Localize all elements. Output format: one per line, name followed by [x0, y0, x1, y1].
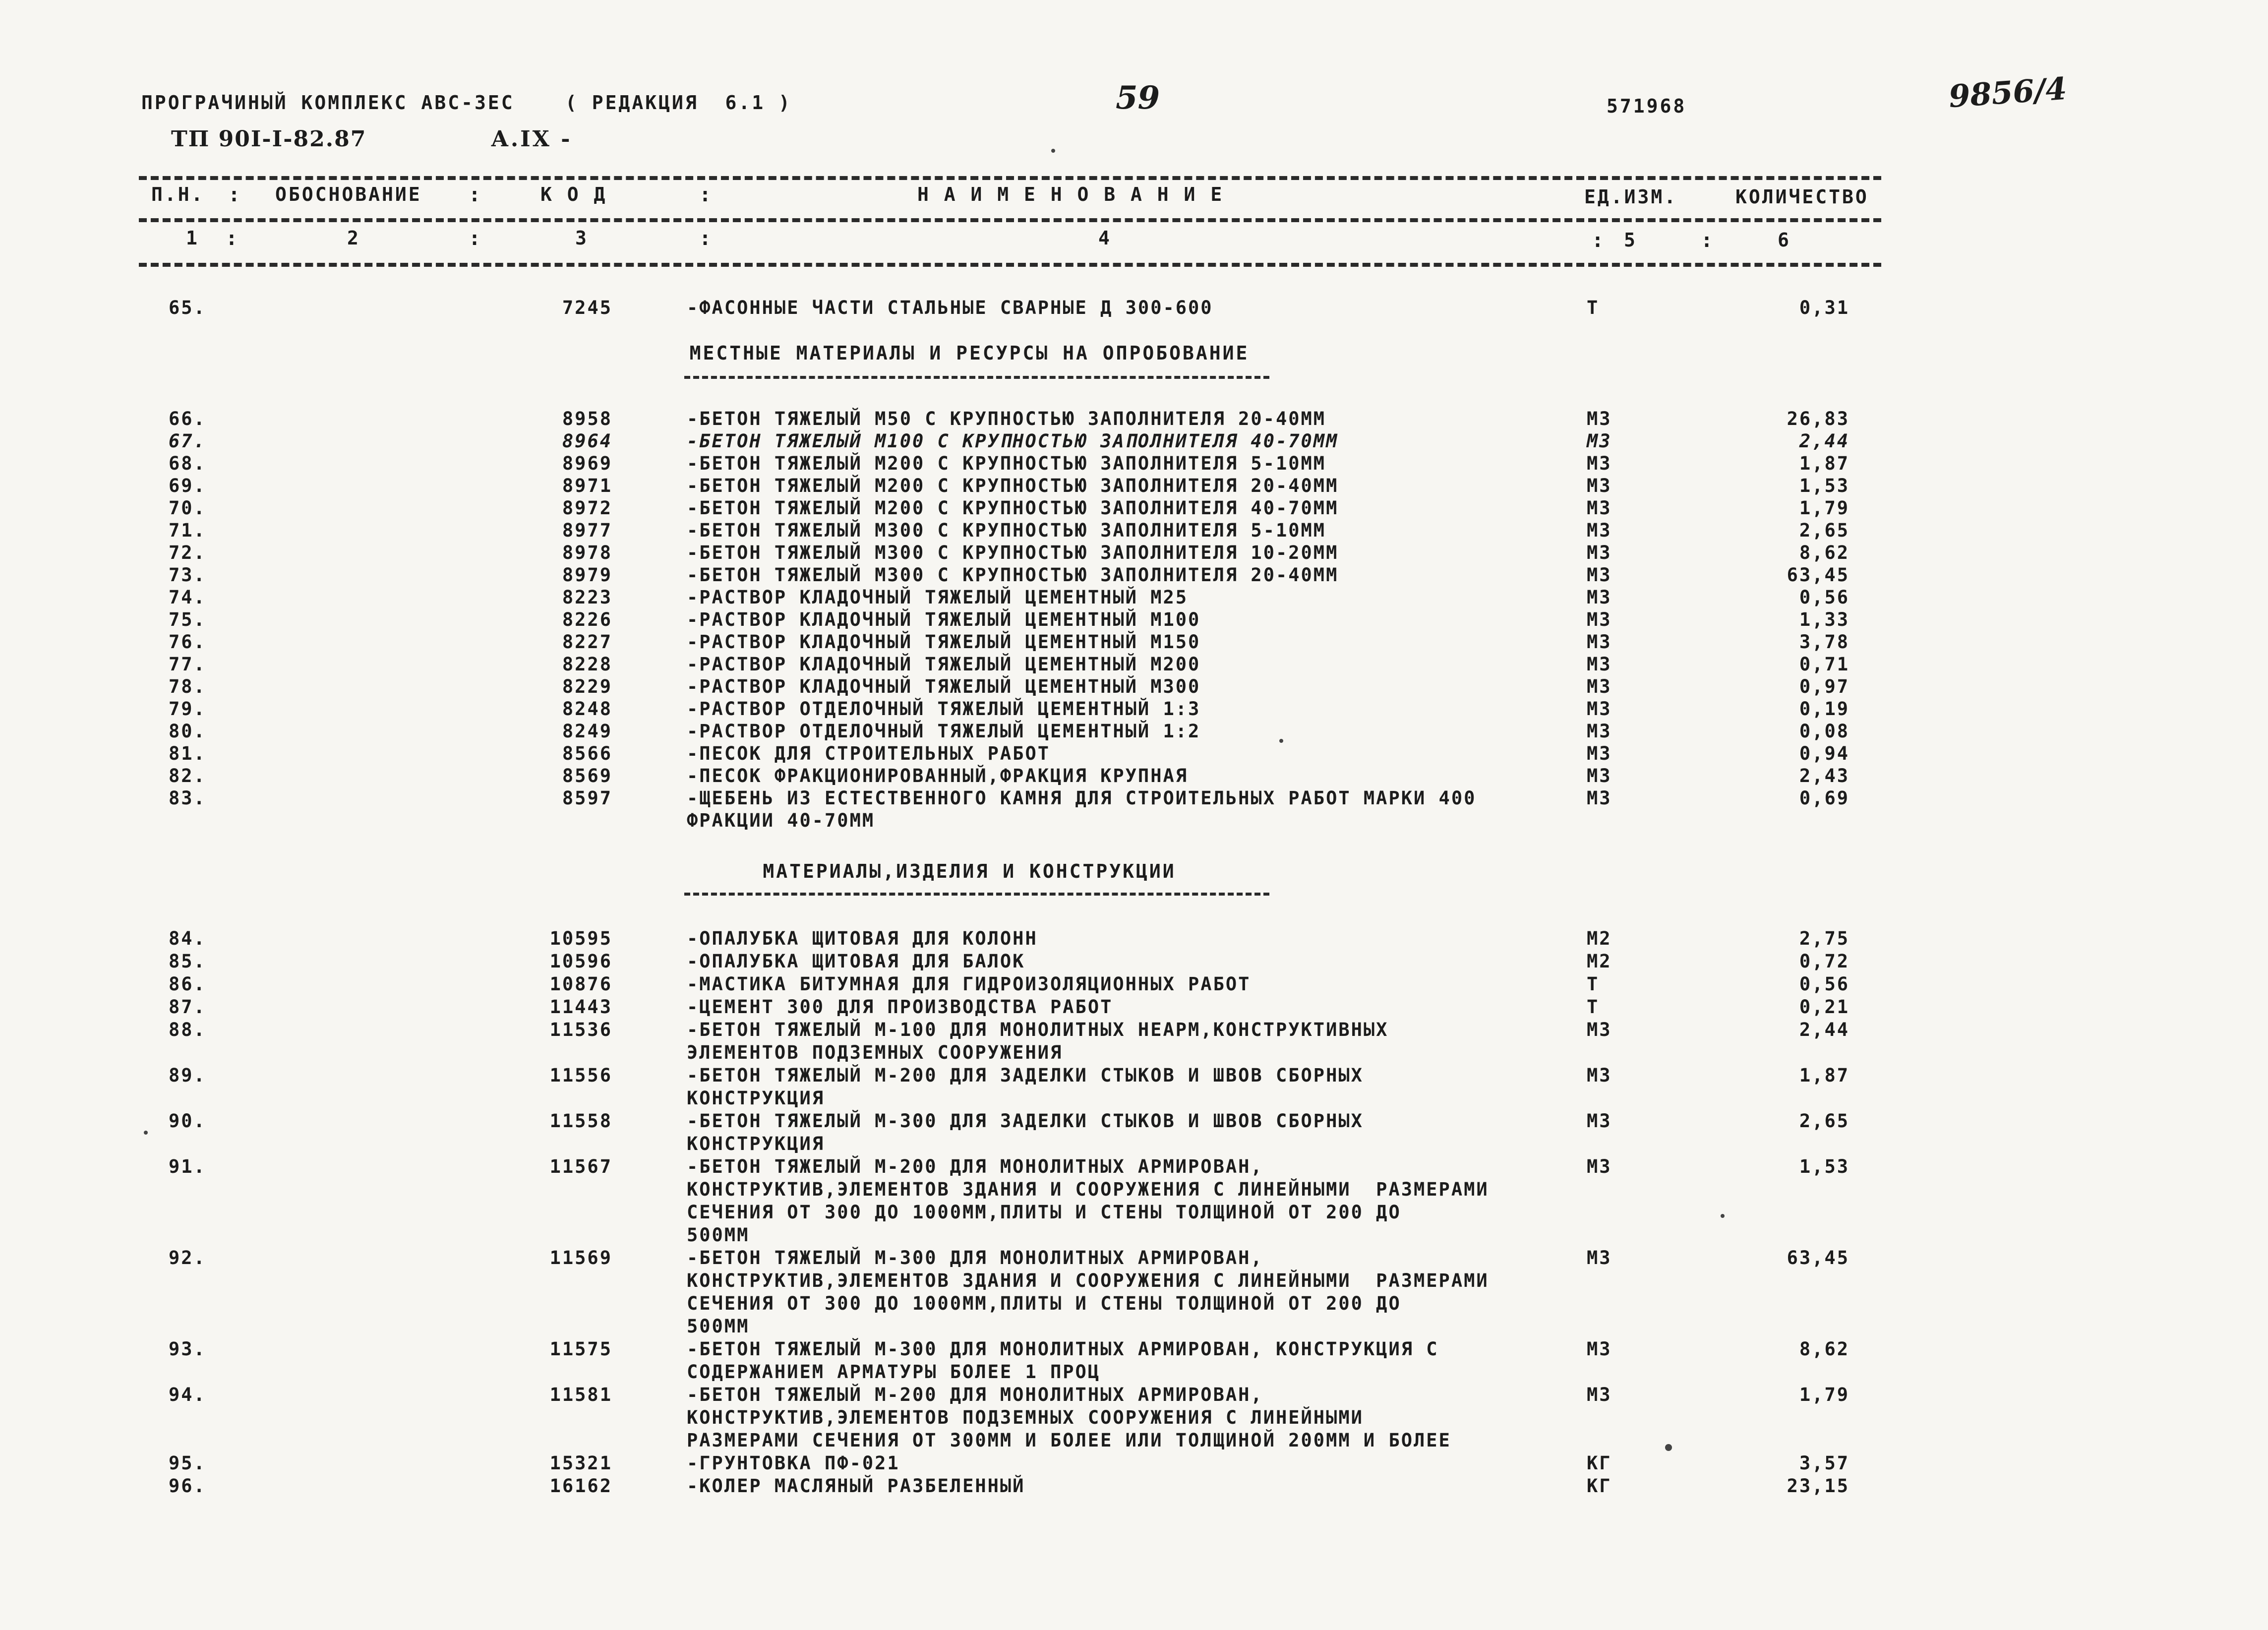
row-number: 67.	[169, 430, 206, 452]
row-number: 90.	[169, 1110, 206, 1132]
col-header-unit: ЕД.ИЗМ.	[1584, 186, 1678, 208]
row-quantity: 1,53	[1799, 475, 1850, 496]
row-code: 10596	[549, 951, 612, 972]
row-unit: Т	[1587, 996, 1600, 1018]
col-header-name: Н А И М Е Н О В А Н И Е	[917, 183, 1224, 205]
row-name: -КОЛЕР МАСЛЯНЫЙ РАЗБЕЛЕННЫЙ	[687, 1475, 1025, 1497]
row-name: -БЕТОН ТЯЖЕЛЫЙ М-200 ДЛЯ МОНОЛИТНЫХ АРМИРОВАН, КОНСТРУКТИВ,ЭЛЕМЕНТОВ ПОДЗЕМНЫХ СООРУЖЕНИЯ С ЛИНЕЙНЫМИ РАЗМЕРАМИ СЕЧЕНИЯ ОТ 300ММ И БОЛЕЕ ИЛИ ТОЛЩИНОЙ 200ММ И БОЛЕЕ	[687, 1384, 1451, 1451]
col-separator: :	[1592, 229, 1604, 252]
row-unit: М2	[1587, 951, 1612, 972]
row-code: 8228	[562, 654, 612, 675]
table-top-rule	[139, 176, 1881, 180]
row-unit: М3	[1587, 676, 1612, 697]
row-code: 8979	[562, 564, 612, 586]
row-quantity: 3,78	[1799, 631, 1850, 653]
row-quantity: 63,45	[1787, 1247, 1850, 1268]
row-name: -ОПАЛУБКА ЩИТОВАЯ ДЛЯ КОЛОНН	[687, 928, 1038, 949]
col-header-no: П.Н.	[151, 183, 205, 205]
row-quantity: 0,94	[1799, 743, 1850, 764]
row-code: 11556	[549, 1065, 612, 1086]
row-unit: М3	[1587, 497, 1612, 519]
row-quantity: 1,53	[1799, 1156, 1850, 1177]
row-unit: М3	[1587, 609, 1612, 630]
row-name: -РАСТВОР КЛАДОЧНЫЙ ТЯЖЕЛЫЙ ЦЕМЕНТНЫЙ М150	[687, 631, 1201, 653]
section-title-local: МЕСТНЫЕ МАТЕРИАЛЫ И РЕСУРСЫ НА ОПРОБОВАНИЕ	[689, 342, 1250, 364]
row-quantity: 2,44	[1799, 1019, 1850, 1040]
row-quantity: 2,44	[1799, 430, 1850, 452]
row-name: -ОПАЛУБКА ЩИТОВАЯ ДЛЯ БАЛОК	[687, 951, 1025, 972]
row-code: 8972	[562, 497, 612, 519]
col-separator: :	[1701, 229, 1713, 252]
row-name: -БЕТОН ТЯЖЕЛЫЙ М-200 ДЛЯ МОНОЛИТНЫХ АРМИРОВАН, КОНСТРУКТИВ,ЭЛЕМЕНТОВ ЗДАНИЯ И СООРУЖЕНИЯ С ЛИНЕЙНЫМИ РАЗМЕРАМИ СЕЧЕНИЯ ОТ 300 ДО 1000ММ,ПЛИТЫ И СТЕНЫ ТОЛЩИНОЙ ОТ 200 ДО 500ММ	[687, 1156, 1489, 1246]
row-unit: М3	[1587, 743, 1612, 764]
row-code: 8566	[562, 743, 612, 764]
row-code: 11569	[549, 1247, 612, 1268]
row-unit: КГ	[1587, 1452, 1612, 1474]
row-quantity: 2,65	[1799, 1110, 1850, 1132]
scan-speck	[1051, 149, 1055, 153]
row-number: 88.	[169, 1019, 206, 1040]
row-number: 76.	[169, 631, 206, 653]
row-quantity: 1,87	[1799, 1065, 1850, 1086]
row-number: 87.	[169, 996, 206, 1018]
archive-mark: 9856/4	[1947, 70, 2068, 115]
row-code: 10595	[549, 928, 612, 949]
row-name: -БЕТОН ТЯЖЕЛЫЙ М-100 ДЛЯ МОНОЛИТНЫХ НЕАРМ,КОНСТРУКТИВНЫХ ЭЛЕМЕНТОВ ПОДЗЕМНЫХ СООРУЖЕНИЯ	[687, 1019, 1389, 1063]
row-unit: М3	[1587, 631, 1612, 653]
row-quantity: 63,45	[1787, 564, 1850, 586]
row-number: 69.	[169, 475, 206, 496]
row-quantity: 0,08	[1799, 721, 1850, 742]
row-code: 8977	[562, 520, 612, 541]
row-number: 77.	[169, 654, 206, 675]
row-unit: М3	[1587, 475, 1612, 496]
row-quantity: 8,62	[1799, 542, 1850, 563]
row-code: 8226	[562, 609, 612, 630]
row-number: 79.	[169, 698, 206, 720]
row-name: -РАСТВОР ОТДЕЛОЧНЫЙ ТЯЖЕЛЫЙ ЦЕМЕНТНЫЙ 1:3	[687, 698, 1201, 720]
row-number: 94.	[169, 1384, 206, 1405]
row-quantity: 1,33	[1799, 609, 1850, 630]
row-quantity: 23,15	[1787, 1475, 1850, 1497]
row-name: -БЕТОН ТЯЖЕЛЫЙ М50 С КРУПНОСТЬЮ ЗАПОЛНИТЕЛЯ 20-40ММ	[687, 408, 1326, 429]
row-quantity: 3,57	[1799, 1452, 1850, 1474]
col-separator: :	[228, 183, 240, 206]
row-quantity: 0,72	[1799, 951, 1850, 972]
row-quantity: 2,75	[1799, 928, 1850, 949]
row-name: -ПЕСОК ФРАКЦИОНИРОВАННЫЙ,ФРАКЦИЯ КРУПНАЯ	[687, 765, 1189, 786]
row-code: 8597	[562, 787, 612, 809]
row-number: 85.	[169, 951, 206, 972]
row-name: -РАСТВОР КЛАДОЧНЫЙ ТЯЖЕЛЫЙ ЦЕМЕНТНЫЙ М300	[687, 676, 1201, 697]
row-name: -ГРУНТОВКА ПФ-021	[687, 1452, 900, 1474]
table-header-bottom-rule	[139, 263, 1881, 267]
row-name: -БЕТОН ТЯЖЕЛЫЙ М-300 ДЛЯ МОНОЛИТНЫХ АРМИРОВАН, КОНСТРУКЦИЯ С СОДЕРЖАНИЕМ АРМАТУРЫ БОЛЕЕ 1 ПРОЦ	[687, 1338, 1439, 1383]
row-number: 86.	[169, 973, 206, 995]
row-unit: Т	[1587, 297, 1600, 318]
row-unit: М3	[1587, 408, 1612, 429]
row-name: -БЕТОН ТЯЖЕЛЫЙ М-300 ДЛЯ МОНОЛИТНЫХ АРМИРОВАН, КОНСТРУКТИВ,ЭЛЕМЕНТОВ ЗДАНИЯ И СООРУЖЕНИЯ С ЛИНЕЙНЫМИ РАЗМЕРАМИ СЕЧЕНИЯ ОТ 300 ДО 1000ММ,ПЛИТЫ И СТЕНЫ ТОЛЩИНОЙ ОТ 200 ДО 500ММ	[687, 1247, 1489, 1337]
col-number-5: 5	[1624, 229, 1637, 251]
row-quantity: 2,65	[1799, 520, 1850, 541]
row-unit: М3	[1587, 1247, 1612, 1268]
row-code: 8971	[562, 475, 612, 496]
row-number: 83.	[169, 787, 206, 809]
row-quantity: 2,43	[1799, 765, 1850, 786]
row-number: 91.	[169, 1156, 206, 1177]
row-name: -БЕТОН ТЯЖЕЛЫЙ М200 С КРУПНОСТЬЮ ЗАПОЛНИТЕЛЯ 5-10ММ	[687, 453, 1326, 474]
row-quantity: 1,79	[1799, 1384, 1850, 1405]
row-unit: М3	[1587, 787, 1612, 809]
row-name: -ЦЕМЕНТ 300 ДЛЯ ПРОИЗВОДСТВА РАБОТ	[687, 996, 1113, 1018]
row-number: 72.	[169, 542, 206, 563]
scan-speck	[1721, 1214, 1725, 1218]
row-code: 8958	[562, 408, 612, 429]
col-header-code: К О Д	[540, 183, 607, 205]
row-number: 68.	[169, 453, 206, 474]
row-code: 8229	[562, 676, 612, 697]
document-code: 571968	[1607, 95, 1687, 117]
row-number: 89.	[169, 1065, 206, 1086]
row-quantity: 0,69	[1799, 787, 1850, 809]
row-name: -РАСТВОР КЛАДОЧНЫЙ ТЯЖЕЛЫЙ ЦЕМЕНТНЫЙ М200	[687, 654, 1201, 675]
row-unit: М3	[1587, 654, 1612, 675]
row-name: -БЕТОН ТЯЖЕЛЫЙ М300 С КРУПНОСТЬЮ ЗАПОЛНИТЕЛЯ 10-20ММ	[687, 542, 1339, 563]
row-unit: Т	[1587, 973, 1600, 995]
row-unit: М3	[1587, 1338, 1612, 1360]
row-unit: М3	[1587, 721, 1612, 742]
scan-speck	[1665, 1444, 1672, 1451]
row-quantity: 0,21	[1799, 996, 1850, 1018]
row-unit: М3	[1587, 1110, 1612, 1132]
col-separator: :	[226, 227, 238, 250]
row-name: -БЕТОН ТЯЖЕЛЫЙ М-300 ДЛЯ ЗАДЕЛКИ СТЫКОВ И ШВОВ СБОРНЫХ КОНСТРУКЦИЯ	[687, 1110, 1364, 1154]
row-unit: М3	[1587, 520, 1612, 541]
row-quantity: 0,56	[1799, 973, 1850, 995]
row-code: 8964	[562, 430, 612, 452]
row-unit: М3	[1587, 1065, 1612, 1086]
scan-speck	[144, 1131, 148, 1135]
row-code: 11581	[549, 1384, 612, 1405]
edition-label: ( РЕДАКЦИЯ 6.1 )	[565, 92, 792, 114]
row-code: 7245	[562, 297, 612, 318]
col-number-6: 6	[1778, 229, 1791, 251]
row-number: 66.	[169, 408, 206, 429]
row-number: 78.	[169, 676, 206, 697]
col-header-basis: ОБОСНОВАНИЕ	[275, 183, 422, 205]
row-code: 11575	[549, 1338, 612, 1360]
row-number: 65.	[169, 297, 206, 318]
row-name: -МАСТИКА БИТУМНАЯ ДЛЯ ГИДРОИЗОЛЯЦИОННЫХ РАБОТ	[687, 973, 1251, 995]
row-unit: М3	[1587, 587, 1612, 608]
row-number: 80.	[169, 721, 206, 742]
row-code: 10876	[549, 973, 612, 995]
row-quantity: 26,83	[1787, 408, 1850, 429]
row-number: 74.	[169, 587, 206, 608]
row-number: 84.	[169, 928, 206, 949]
project-code: ТП 90I-I-82.87	[171, 126, 367, 152]
col-number-1: 1	[186, 227, 199, 249]
row-quantity: 0,71	[1799, 654, 1850, 675]
row-name: -БЕТОН ТЯЖЕЛЫЙ М100 С КРУПНОСТЬЮ ЗАПОЛНИТЕЛЯ 40-70ММ	[687, 430, 1339, 452]
row-quantity: 1,87	[1799, 453, 1850, 474]
section-underline	[684, 893, 1269, 896]
row-name: -БЕТОН ТЯЖЕЛЫЙ М300 С КРУПНОСТЬЮ ЗАПОЛНИТЕЛЯ 5-10ММ	[687, 520, 1326, 541]
row-number: 75.	[169, 609, 206, 630]
row-number: 81.	[169, 743, 206, 764]
row-code: 15321	[549, 1452, 612, 1474]
row-name: -БЕТОН ТЯЖЕЛЫЙ М200 С КРУПНОСТЬЮ ЗАПОЛНИТЕЛЯ 40-70ММ	[687, 497, 1339, 519]
col-number-2: 2	[347, 227, 360, 249]
row-name: -ПЕСОК ДЛЯ СТРОИТЕЛЬНЫХ РАБОТ	[687, 743, 1051, 764]
row-unit: М3	[1587, 698, 1612, 720]
row-name: -РАСТВОР КЛАДОЧНЫЙ ТЯЖЕЛЫЙ ЦЕМЕНТНЫЙ М25	[687, 587, 1189, 608]
row-name: -БЕТОН ТЯЖЕЛЫЙ М200 С КРУПНОСТЬЮ ЗАПОЛНИТЕЛЯ 20-40ММ	[687, 475, 1339, 496]
row-number: 93.	[169, 1338, 206, 1360]
row-quantity: 8,62	[1799, 1338, 1850, 1360]
row-unit: М3	[1587, 542, 1612, 563]
row-code: 8227	[562, 631, 612, 653]
row-code: 8223	[562, 587, 612, 608]
row-unit: М2	[1587, 928, 1612, 949]
row-number: 96.	[169, 1475, 206, 1497]
col-header-qty: КОЛИЧЕСТВО	[1735, 186, 1869, 208]
row-code: 8978	[562, 542, 612, 563]
scan-speck	[1279, 739, 1283, 743]
row-code: 11567	[549, 1156, 612, 1177]
row-code: 8969	[562, 453, 612, 474]
row-name: -ЩЕБЕНЬ ИЗ ЕСТЕСТВЕННОГО КАМНЯ ДЛЯ СТРОИТЕЛЬНЫХ РАБОТ МАРКИ 400 ФРАКЦИИ 40-70ММ	[687, 787, 1477, 831]
section-title-materials: МАТЕРИАЛЫ,ИЗДЕЛИЯ И КОНСТРУКЦИИ	[763, 860, 1176, 882]
row-number: 73.	[169, 564, 206, 586]
row-unit: М3	[1587, 1384, 1612, 1405]
row-quantity: 0,56	[1799, 587, 1850, 608]
table-header-rule	[139, 218, 1881, 222]
program-title: ПРОГРАЧИНЫЙ КОМПЛЕКС АВС-3ЕС	[141, 92, 515, 114]
row-unit: КГ	[1587, 1475, 1612, 1497]
row-code: 16162	[549, 1475, 612, 1497]
row-unit: М3	[1587, 1019, 1612, 1040]
row-quantity: 0,97	[1799, 676, 1850, 697]
col-number-4: 4	[1098, 227, 1112, 249]
page-number: 59	[1116, 79, 1160, 117]
row-name: -БЕТОН ТЯЖЕЛЫЙ М-200 ДЛЯ ЗАДЕЛКИ СТЫКОВ И ШВОВ СБОРНЫХ КОНСТРУКЦИЯ	[687, 1065, 1364, 1109]
col-separator: :	[699, 227, 712, 250]
row-name: -РАСТВОР КЛАДОЧНЫЙ ТЯЖЕЛЫЙ ЦЕМЕНТНЫЙ М100	[687, 609, 1201, 630]
row-number: 71.	[169, 520, 206, 541]
row-number: 82.	[169, 765, 206, 786]
row-number: 92.	[169, 1247, 206, 1268]
row-unit: М3	[1587, 564, 1612, 586]
row-unit: М3	[1587, 453, 1612, 474]
col-separator: :	[699, 183, 712, 206]
row-code: 11536	[549, 1019, 612, 1040]
row-number: 70.	[169, 497, 206, 519]
col-number-3: 3	[575, 227, 589, 249]
row-code: 11443	[549, 996, 612, 1018]
row-number: 95.	[169, 1452, 206, 1474]
row-quantity: 1,79	[1799, 497, 1850, 519]
album-code: А.IX -	[491, 126, 572, 152]
row-quantity: 0,19	[1799, 698, 1850, 720]
row-code: 8249	[562, 721, 612, 742]
section-underline	[684, 376, 1269, 379]
row-code: 8248	[562, 698, 612, 720]
row-code: 8569	[562, 765, 612, 786]
row-name: -БЕТОН ТЯЖЕЛЫЙ М300 С КРУПНОСТЬЮ ЗАПОЛНИТЕЛЯ 20-40ММ	[687, 564, 1339, 586]
row-code: 11558	[549, 1110, 612, 1132]
col-separator: :	[469, 183, 481, 206]
row-name: -РАСТВОР ОТДЕЛОЧНЫЙ ТЯЖЕЛЫЙ ЦЕМЕНТНЫЙ 1:2	[687, 721, 1201, 742]
row-unit: М3	[1587, 765, 1612, 786]
row-name: -ФАСОННЫЕ ЧАСТИ СТАЛЬНЫЕ СВАРНЫЕ Д 300-600	[687, 297, 1213, 318]
col-separator: :	[469, 227, 481, 250]
row-quantity: 0,31	[1799, 297, 1850, 318]
row-unit: М3	[1587, 430, 1612, 452]
row-unit: М3	[1587, 1156, 1612, 1177]
